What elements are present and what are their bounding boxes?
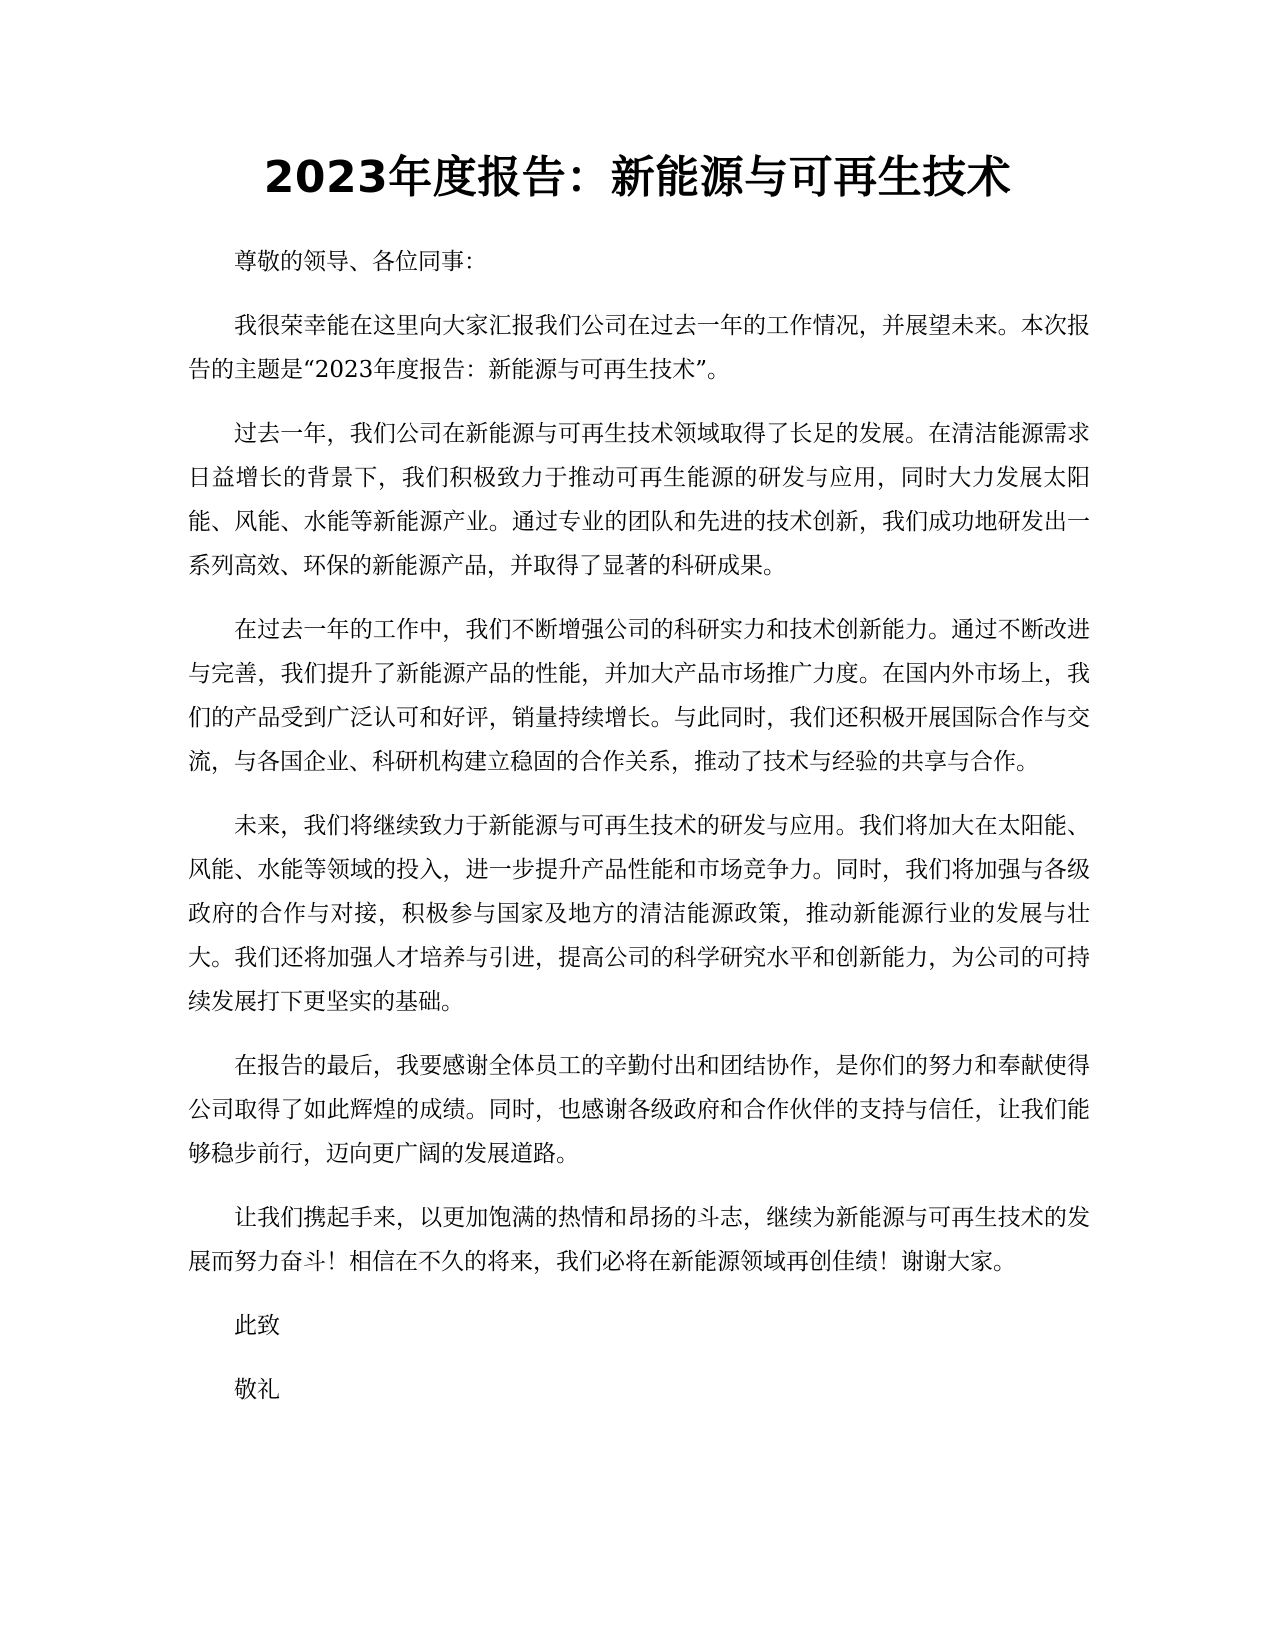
paragraph-future: 未来，我们将继续致力于新能源与可再生技术的研发与应用。我们将加大在太阳能、风能、水能等领域的投入，进一步提升产品性能和市场竞争力。同时，我们将加强与各级政府的合作与对接，积极参与国家及地方的清洁能源政策，推动新能源行业的发展与壮大。我们还将加强人才培养与引进，提高公司的科学研究水平和创新能力，为公司的可持续发展打下更坚实的基础。: [188, 813, 1090, 1015]
paragraph-intro: 我很荣幸能在这里向大家汇报我们公司在过去一年的工作情况，并展望未来。本次报告的主题是“2023年度报告：新能源与可再生技术”。: [188, 313, 1090, 383]
salutation: 尊敬的领导、各位同事：: [234, 249, 487, 275]
paragraph-past-year: 过去一年，我们公司在新能源与可再生技术领域取得了长足的发展。在清洁能源需求日益增长的背景下，我们积极致力于推动可再生能源的研发与应用，同时大力发展太阳能、风能、水能等新能源产业。通过专业的团队和先进的技术创新，我们成功地研发出一系列高效、环保的新能源产品，并取得了显著的科研成果。: [188, 421, 1090, 579]
paragraph-thanks: 在报告的最后，我要感谢全体员工的辛勤付出和团结协作，是你们的努力和奉献使得公司取得了如此辉煌的成绩。同时，也感谢各级政府和合作伙伴的支持与信任，让我们能够稳步前行，迈向更广阔的发展道路。: [188, 1053, 1090, 1167]
document-title: 2023年度报告：新能源与可再生技术: [263, 152, 1012, 203]
document-body: [188, 240, 1090, 1432]
closing-jingli: 敬礼: [234, 1377, 280, 1403]
paragraph-call-to-action: 让我们携起手来，以更加饱满的热情和昂扬的斗志，继续为新能源与可再生技术的发展而努力奋斗！相信在不久的将来，我们必将在新能源领域再创佳绩！谢谢大家。: [188, 1205, 1090, 1275]
closing-cizhi: 此致: [234, 1313, 280, 1339]
paragraph-work: 在过去一年的工作中，我们不断增强公司的科研实力和技术创新能力。通过不断改进与完善，我们提升了新能源产品的性能，并加大产品市场推广力度。在国内外市场上，我们的产品受到广泛认可和好评，销量持续增长。与此同时，我们还积极开展国际合作与交流，与各国企业、科研机构建立稳固的合作关系，推动了技术与经验的共享与合作。: [188, 617, 1090, 775]
